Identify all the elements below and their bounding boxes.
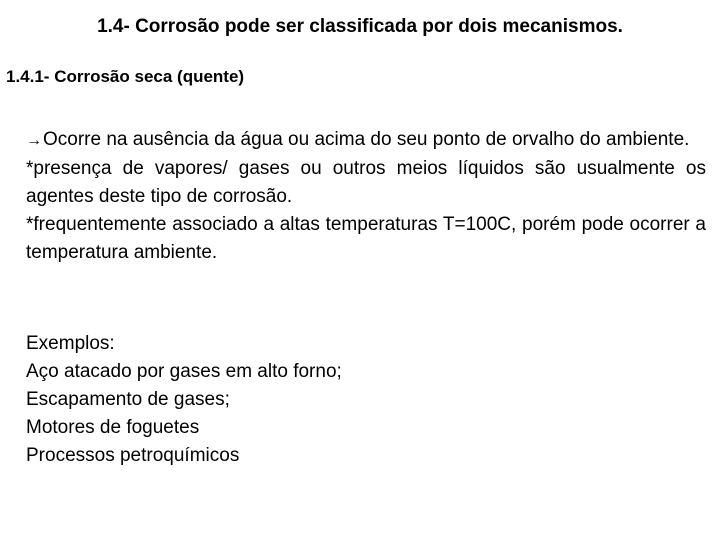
examples-heading: Exemplos: bbox=[26, 333, 115, 354]
example-item: Aço atacado por gases em alto forno; bbox=[26, 361, 342, 382]
bullet-text: Ocorre na ausência da água ou acima do seu ponto de orvalho do ambiente. bbox=[43, 129, 690, 150]
bullet-paragraph bbox=[26, 126, 706, 155]
section-heading: 1.4.1- Corrosão seca (quente) bbox=[6, 67, 245, 86]
description-block bbox=[26, 126, 706, 267]
slide-title: 1.4- Corrosão pode ser classificada por dois mecanismos. bbox=[97, 16, 623, 37]
examples-list bbox=[26, 330, 342, 470]
temperature-paragraph: *frequentemente associado a altas temperaturas T=100C, porém pode ocorrer a temperatura ambiente. bbox=[26, 214, 706, 263]
example-item: Processos petroquímicos bbox=[26, 445, 240, 466]
example-item: Motores de foguetes bbox=[26, 417, 200, 438]
arrow-bullet-icon: → bbox=[26, 132, 42, 149]
example-item: Escapamento de gases; bbox=[26, 389, 230, 410]
vapors-paragraph: *presença de vapores/ gases ou outros meios líquidos são usualmente os agentes deste tipo de corrosão. bbox=[26, 158, 706, 207]
